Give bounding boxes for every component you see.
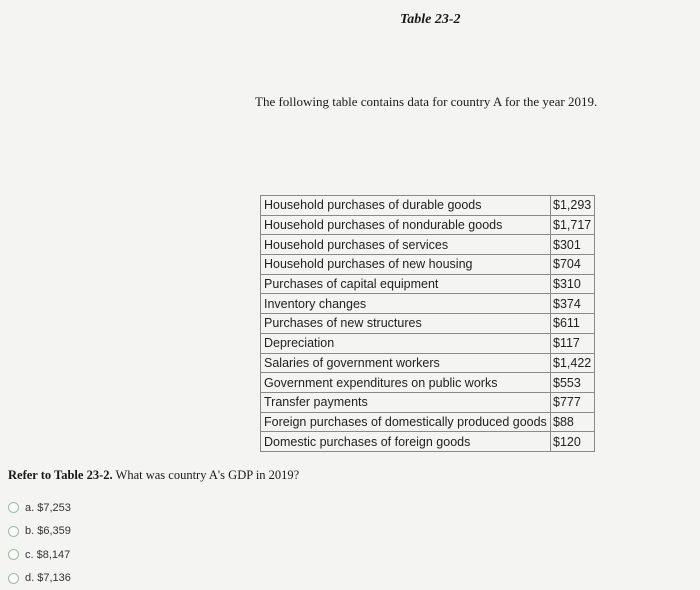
table-row [261, 235, 595, 255]
row-value: $117 [551, 333, 595, 353]
question-body: What was country A's GDP in 2019? [113, 468, 300, 482]
table-row [261, 432, 595, 452]
option-d[interactable] [8, 567, 71, 590]
table-row [261, 392, 595, 412]
row-label: Purchases of new structures [261, 314, 551, 334]
table-row [261, 333, 595, 353]
data-table [260, 195, 595, 452]
table-row [261, 274, 595, 294]
row-label: Domestic purchases of foreign goods [261, 432, 551, 452]
option-c[interactable] [8, 543, 71, 567]
answer-options [8, 496, 71, 590]
row-label: Foreign purchases of domestically produced goods [261, 412, 551, 432]
row-value: $310 [551, 274, 595, 294]
table-row [261, 353, 595, 373]
row-label: Inventory changes [261, 294, 551, 314]
radio-button-icon[interactable] [8, 526, 19, 537]
row-value: $611 [551, 314, 595, 334]
intro-text: The following table contains data for country A for the year 2019. [255, 94, 597, 110]
radio-button-icon[interactable] [8, 549, 19, 560]
row-value: $777 [551, 392, 595, 412]
row-value: $374 [551, 294, 595, 314]
row-value: $1,717 [551, 215, 595, 235]
table-row [261, 314, 595, 334]
row-label: Household purchases of durable goods [261, 196, 551, 216]
row-value: $1,422 [551, 353, 595, 373]
question-text [8, 468, 299, 483]
option-label: b. $6,359 [25, 525, 71, 537]
row-value: $1,293 [551, 196, 595, 216]
row-value: $301 [551, 235, 595, 255]
row-label: Government expenditures on public works [261, 373, 551, 393]
table-row [261, 215, 595, 235]
option-label: d. $7,136 [25, 572, 71, 584]
row-label: Depreciation [261, 333, 551, 353]
question-ref: Refer to Table 23-2. [8, 468, 113, 482]
row-label: Household purchases of services [261, 235, 551, 255]
table-row [261, 373, 595, 393]
option-label: a. $7,253 [25, 502, 71, 514]
row-value: $704 [551, 255, 595, 275]
row-label: Transfer payments [261, 392, 551, 412]
radio-button-icon[interactable] [8, 502, 19, 513]
row-value: $88 [551, 412, 595, 432]
option-b[interactable] [8, 520, 71, 544]
table-row [261, 294, 595, 314]
table-row [261, 196, 595, 216]
radio-button-icon[interactable] [8, 573, 19, 584]
row-label: Household purchases of nondurable goods [261, 215, 551, 235]
row-label: Purchases of capital equipment [261, 274, 551, 294]
row-value: $120 [551, 432, 595, 452]
table-row [261, 255, 595, 275]
option-a[interactable] [8, 496, 71, 520]
row-value: $553 [551, 373, 595, 393]
table-title: Table 23-2 [400, 12, 461, 28]
row-label: Household purchases of new housing [261, 255, 551, 275]
table-row [261, 412, 595, 432]
row-label: Salaries of government workers [261, 353, 551, 373]
option-label: c. $8,147 [25, 549, 70, 561]
